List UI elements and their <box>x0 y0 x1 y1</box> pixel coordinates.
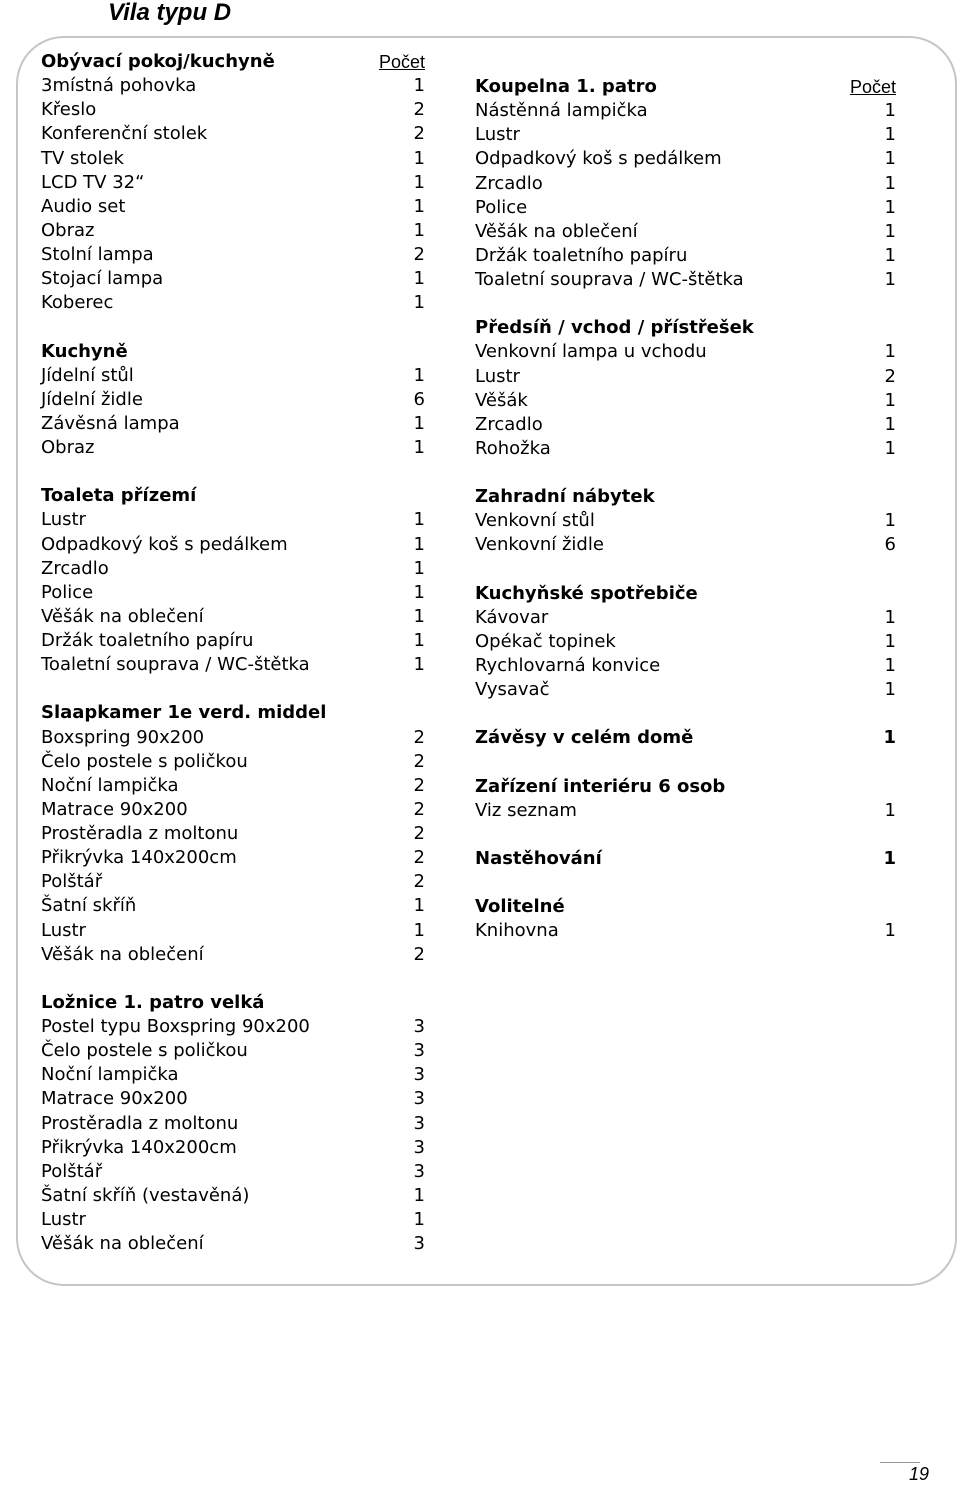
list-item <box>41 605 425 629</box>
item-quantity: 1 <box>413 557 425 579</box>
list-item <box>41 1015 425 1039</box>
list-item <box>475 533 896 557</box>
item-quantity: 1 <box>413 437 425 458</box>
item-name: Kávovar <box>475 606 549 628</box>
section-heading: Zahradní nábytek <box>475 486 655 508</box>
item-quantity: 3 <box>413 1088 425 1110</box>
list-item <box>475 123 896 147</box>
item-name: Zrcadlo <box>475 413 543 435</box>
item-name: Postel typu Boxspring 90x200 <box>41 1016 310 1037</box>
section-spacer <box>475 558 896 582</box>
section-spacer <box>41 967 425 991</box>
item-quantity: 3 <box>413 1040 425 1062</box>
item-quantity: 1 <box>413 1209 425 1230</box>
item-name: Rychlovarná konvice <box>475 655 661 676</box>
item-quantity: 1 <box>884 655 896 676</box>
list-item <box>41 1160 425 1184</box>
item-name: Vysavač <box>475 679 550 701</box>
left-column <box>41 50 425 1256</box>
section-spacer <box>475 461 896 485</box>
item-quantity: 1 <box>413 412 425 434</box>
section-spacer <box>41 460 425 484</box>
section-spacer <box>475 871 896 895</box>
section-heading-row <box>475 726 896 750</box>
list-item <box>475 654 896 678</box>
item-quantity: 2 <box>413 123 425 145</box>
item-name: Toaletní souprava / WC-štětka <box>41 654 310 676</box>
section-heading-row <box>475 895 896 919</box>
item-name: Boxspring 90x200 <box>41 726 205 748</box>
list-item <box>41 533 425 557</box>
item-name: Noční lampička <box>41 774 179 796</box>
item-name: Křeslo <box>41 99 97 121</box>
item-quantity: 3 <box>413 1112 425 1134</box>
item-quantity: 1 <box>413 268 425 290</box>
item-name: Noční lampička <box>41 1064 179 1086</box>
list-item <box>41 508 425 532</box>
list-item <box>41 846 425 870</box>
list-item <box>475 606 896 630</box>
item-name: Závěsná lampa <box>41 412 180 434</box>
section-heading: Zařízení interiéru 6 osob <box>475 775 726 797</box>
section-spacer <box>475 292 896 316</box>
list-item <box>41 219 425 243</box>
item-quantity: 1 <box>413 171 425 193</box>
section-heading: Obývací pokoj/kuchyně <box>41 51 275 72</box>
item-name: Zrcadlo <box>41 557 109 579</box>
section-spacer <box>475 751 896 775</box>
item-name: Čelo postele s poličkou <box>41 1040 248 1062</box>
list-item <box>41 267 425 291</box>
list-item <box>41 581 425 605</box>
right-column <box>475 75 896 944</box>
item-quantity: 1 <box>884 630 896 652</box>
item-quantity: 1 <box>413 533 425 555</box>
section-spacer <box>475 702 896 726</box>
item-name: Čelo postele s poličkou <box>41 750 248 772</box>
item-name: 3místná pohovka <box>41 75 197 97</box>
list-item <box>41 894 425 918</box>
item-name: Lustr <box>41 509 86 531</box>
list-item <box>475 268 896 292</box>
section-spacer <box>475 823 896 847</box>
section-heading: Ložnice 1. patro velká <box>41 991 265 1013</box>
item-name: Přikrývka 140x200cm <box>41 847 237 869</box>
item-name: Venkovní lampa u vchodu <box>475 341 707 363</box>
section-heading-row <box>475 775 896 799</box>
item-name: LCD TV 32“ <box>41 171 145 193</box>
item-quantity: 1 <box>884 172 896 194</box>
list-item <box>41 243 425 267</box>
list-item <box>475 799 896 823</box>
section-heading: Koupelna 1. patro <box>475 76 657 97</box>
item-quantity: 2 <box>413 847 425 869</box>
item-quantity: 3 <box>413 1160 425 1182</box>
item-name: Stojací lampa <box>41 268 164 290</box>
item-quantity: 1 <box>884 920 896 942</box>
list-item <box>475 196 896 220</box>
section-heading-row <box>475 582 896 606</box>
item-name: Venkovní židle <box>475 534 604 556</box>
item-name: Matrace 90x200 <box>41 798 188 820</box>
item-name: Odpadkový koš s pedálkem <box>41 533 288 555</box>
list-item <box>41 171 425 195</box>
section-heading-row <box>41 340 425 364</box>
item-quantity: 2 <box>413 823 425 844</box>
item-quantity: 1 <box>884 196 896 218</box>
item-quantity: 1 <box>884 148 896 170</box>
item-quantity: 1 <box>884 679 896 701</box>
section-heading: Závěsy v celém domě <box>475 727 694 749</box>
item-quantity: 1 <box>884 437 896 459</box>
item-name: Jídelní židle <box>41 388 143 410</box>
item-name: Obraz <box>41 219 95 241</box>
item-quantity: 1 <box>884 100 896 122</box>
section-heading-row <box>41 484 425 508</box>
item-name: Zrcadlo <box>475 172 543 194</box>
item-name: Věšák na oblečení <box>41 1233 204 1255</box>
list-item <box>41 412 425 436</box>
list-item <box>475 365 896 389</box>
section-heading: Volitelné <box>475 896 565 918</box>
item-quantity: 3 <box>413 1136 425 1158</box>
item-quantity: 1 <box>413 919 425 941</box>
item-quantity: 1 <box>413 219 425 241</box>
item-name: Prostěradla z moltonu <box>41 823 239 844</box>
item-quantity: 2 <box>413 943 425 965</box>
section-heading: Toaleta přízemí <box>41 485 197 507</box>
page-number: 19 <box>908 1464 929 1484</box>
item-name: Stolní lampa <box>41 244 154 265</box>
section-quantity: 1 <box>883 727 896 749</box>
list-item <box>41 388 425 412</box>
list-item <box>41 943 425 967</box>
count-column-header: Počet <box>378 52 425 72</box>
item-quantity: 1 <box>413 581 425 603</box>
item-quantity: 1 <box>413 895 425 917</box>
item-quantity: 2 <box>413 244 425 265</box>
list-item <box>41 291 425 315</box>
item-quantity: 1 <box>413 364 425 386</box>
list-item <box>475 220 896 244</box>
list-item <box>475 437 896 461</box>
item-quantity: 6 <box>413 388 425 410</box>
list-item <box>41 364 425 388</box>
item-name: Police <box>41 581 94 603</box>
section-heading-row <box>41 50 425 74</box>
item-name: Šatní skříň <box>41 895 137 917</box>
item-quantity: 1 <box>884 413 896 435</box>
list-item <box>41 629 425 653</box>
section-spacer <box>41 315 425 339</box>
item-name: Toaletní souprava / WC-štětka <box>475 269 744 290</box>
list-item <box>475 244 896 268</box>
list-item <box>41 726 425 750</box>
section-heading-row <box>41 991 425 1015</box>
list-item <box>475 172 896 196</box>
section-heading: Kuchyňské spotřebiče <box>475 582 698 604</box>
list-item <box>475 99 896 123</box>
section-quantity: 1 <box>883 848 896 869</box>
item-quantity: 2 <box>413 726 425 748</box>
item-name: Přikrývka 140x200cm <box>41 1136 237 1158</box>
item-name: Věšák <box>475 389 528 411</box>
list-item <box>41 1039 425 1063</box>
item-name: Opékač topinek <box>475 630 616 652</box>
item-quantity: 1 <box>413 605 425 627</box>
list-item <box>475 147 896 171</box>
section-heading: Kuchyně <box>41 340 128 362</box>
item-name: Lustr <box>475 124 520 146</box>
item-quantity: 1 <box>413 195 425 217</box>
item-name: Držák toaletního papíru <box>475 244 688 266</box>
item-quantity: 1 <box>884 341 896 363</box>
list-item <box>41 98 425 122</box>
list-item <box>41 1184 425 1208</box>
list-item <box>475 919 896 943</box>
list-item <box>41 147 425 171</box>
item-name: Věšák na oblečení <box>41 605 204 627</box>
section-heading-row <box>475 485 896 509</box>
list-item <box>41 822 425 846</box>
list-item <box>41 1112 425 1136</box>
section-heading-row <box>475 847 896 871</box>
item-name: Obraz <box>41 437 95 458</box>
item-name: TV stolek <box>41 147 124 169</box>
item-quantity: 1 <box>884 389 896 411</box>
list-item <box>41 1232 425 1256</box>
item-name: Rohožka <box>475 437 551 459</box>
list-item <box>475 678 896 702</box>
item-quantity: 1 <box>413 509 425 531</box>
list-item <box>41 653 425 677</box>
section-heading: Předsíň / vchod / přístřešek <box>475 317 754 339</box>
list-item <box>41 870 425 894</box>
item-quantity: 1 <box>413 292 425 314</box>
item-name: Lustr <box>41 919 86 941</box>
item-name: Police <box>475 196 528 218</box>
item-quantity: 3 <box>413 1233 425 1255</box>
item-name: Držák toaletního papíru <box>41 630 254 651</box>
list-item <box>41 774 425 798</box>
item-quantity: 2 <box>413 871 425 893</box>
list-item <box>475 630 896 654</box>
list-item <box>41 122 425 146</box>
page-title: Vila typu D <box>108 0 232 26</box>
item-name: Polštář <box>41 871 103 893</box>
item-name: Věšák na oblečení <box>475 220 638 242</box>
item-quantity: 2 <box>413 774 425 796</box>
item-quantity: 1 <box>413 630 425 651</box>
item-quantity: 3 <box>413 1064 425 1086</box>
item-quantity: 2 <box>413 798 425 820</box>
item-name: Viz seznam <box>475 799 577 821</box>
section-heading-row <box>475 75 896 99</box>
item-quantity: 1 <box>884 269 896 290</box>
list-item <box>41 750 425 774</box>
list-item <box>41 74 425 98</box>
item-quantity: 1 <box>413 147 425 169</box>
list-item <box>41 919 425 943</box>
item-name: Odpadkový koš s pedálkem <box>475 148 722 170</box>
item-quantity: 1 <box>884 606 896 628</box>
section-heading-row <box>41 701 425 725</box>
item-quantity: 1 <box>884 220 896 242</box>
item-quantity: 1 <box>413 75 425 97</box>
section-heading-row <box>475 316 896 340</box>
item-quantity: 3 <box>413 1016 425 1037</box>
list-item <box>475 509 896 533</box>
item-name: Knihovna <box>475 920 559 942</box>
item-name: Nástěnná lampička <box>475 100 648 122</box>
list-item <box>41 1136 425 1160</box>
item-quantity: 2 <box>884 365 896 387</box>
list-item <box>475 413 896 437</box>
list-item <box>475 340 896 364</box>
item-name: Polštář <box>41 1160 103 1182</box>
list-item <box>41 195 425 219</box>
list-item <box>41 557 425 581</box>
item-name: Lustr <box>475 365 520 387</box>
item-name: Lustr <box>41 1209 86 1230</box>
list-item <box>41 1087 425 1111</box>
item-name: Jídelní stůl <box>41 364 134 386</box>
item-name: Prostěradla z moltonu <box>41 1112 239 1134</box>
item-name: Konferenční stolek <box>41 123 208 145</box>
item-quantity: 1 <box>413 1184 425 1206</box>
item-name: Šatní skříň (vestavěná) <box>41 1184 250 1206</box>
section-spacer <box>41 677 425 701</box>
item-name: Venkovní stůl <box>475 510 595 532</box>
item-quantity: 1 <box>884 510 896 532</box>
section-heading: Nastěhování <box>475 848 602 869</box>
item-quantity: 1 <box>884 799 896 821</box>
list-item <box>41 1063 425 1087</box>
section-heading: Slaapkamer 1e verd. middel <box>41 702 327 724</box>
item-name: Koberec <box>41 292 114 314</box>
count-column-header: Počet <box>849 77 896 97</box>
list-item <box>41 1208 425 1232</box>
item-quantity: 2 <box>413 750 425 772</box>
item-quantity: 6 <box>884 534 896 556</box>
list-item <box>41 798 425 822</box>
list-item <box>41 436 425 460</box>
item-quantity: 1 <box>413 654 425 676</box>
item-quantity: 2 <box>413 99 425 121</box>
item-quantity: 1 <box>884 244 896 266</box>
item-name: Audio set <box>41 195 126 217</box>
item-quantity: 1 <box>884 124 896 146</box>
item-name: Matrace 90x200 <box>41 1088 188 1110</box>
list-item <box>475 389 896 413</box>
item-name: Věšák na oblečení <box>41 943 204 965</box>
